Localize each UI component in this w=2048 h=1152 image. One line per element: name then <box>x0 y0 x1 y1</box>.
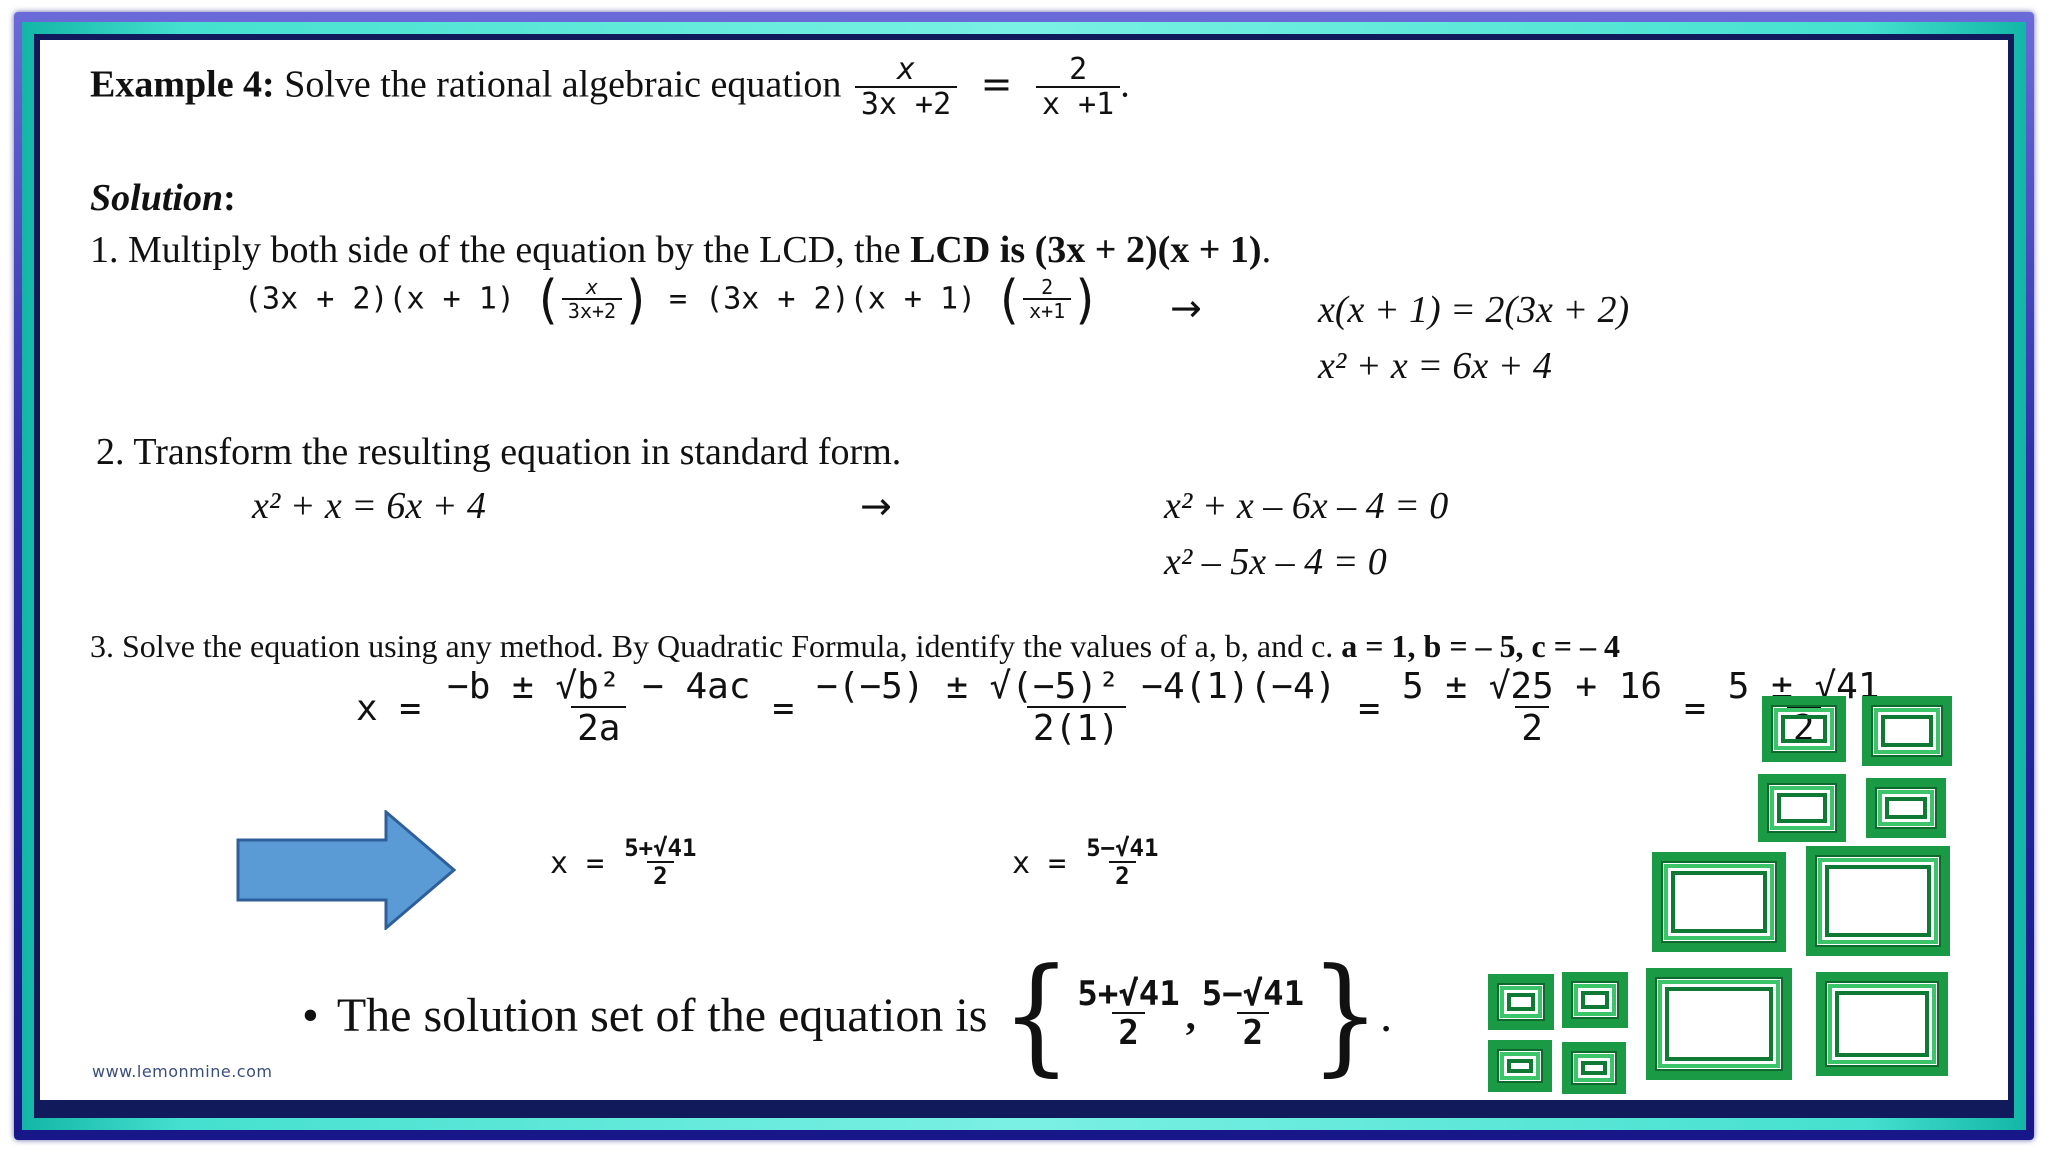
step1-text: 1. Multiply both side of the equation by the LCD, the LCD is (3x + 2)(x + 1). <box>90 229 1272 271</box>
formula-fraction-1: $\frac{\text{−b ± √b² − 4ac}}{2a}$ <box>447 666 751 749</box>
example-heading: Example 4: Solve the rational algebraic equation $\frac{x}{3x +2}$ = $\frac{2}{x +1}$ . <box>90 52 1130 122</box>
quadratic-formula: x = $\frac{\text{−b ± √b² − 4ac}}{2a}$ = $\frac{\text{−(−5) ± √(−5)² −4(1)(−4)}}{2(1)}$ = $\frac{5 \pm √25 + 16}{2}$ = $\frac{5 \pm √41}{2}$ <box>356 668 1886 749</box>
example-lhs-fraction: $\frac{x}{3x +2}$ <box>855 54 957 122</box>
green-square <box>1866 778 1946 838</box>
slide-content <box>40 40 2008 1100</box>
green-square <box>1646 968 1792 1080</box>
example-rhs-fraction: $\frac{2}{x +1}$ <box>1036 54 1120 122</box>
right-arrow-icon <box>236 810 458 930</box>
step1-arrow: → <box>1170 286 1202 330</box>
coefficients: a = 1, b = – 5, c = – 4 <box>1341 628 1620 664</box>
step2-result1: x² + x – 6x – 4 = 0 <box>1164 485 1449 527</box>
step1-equation: (3x + 2)(x + 1) ( $\frac{x}{3x+2}$ ) = (3x + 2)(x + 1) ( $\frac{2}{x+1}$ ) <box>244 269 1101 331</box>
step2-result2: x² – 5x – 4 = 0 <box>1164 541 1387 583</box>
example-text: Solve the rational algebraic equation <box>284 63 842 106</box>
solution-set-1: $\frac{5+√41}{2}$ <box>1077 973 1180 1054</box>
green-square <box>1762 696 1846 762</box>
conclusion: • The solution set of the equation is { $\frac{5+√41}{2}$ , $\frac{5-√41}{2}$ } . <box>302 941 1393 1089</box>
step3-text: 3. Solve the equation using any method. By Quadratic Formula, identify the values of a, b, and c. a = 1, b = – 5, c = – 4 <box>90 628 1620 664</box>
bullet-icon: • <box>302 988 319 1042</box>
solution-heading: Solution: <box>90 177 236 219</box>
green-square <box>1488 974 1554 1030</box>
solution-set-2: $\frac{5-√41}{2}$ <box>1201 973 1305 1054</box>
green-square <box>1652 852 1786 952</box>
step2-text: 2. Transform the resulting equation in standard form. <box>96 431 902 473</box>
step1-result2: x² + x = 6x + 4 <box>1318 345 1552 387</box>
step1-result1: x(x + 1) = 2(3x + 2) <box>1318 289 1630 331</box>
green-square <box>1562 972 1628 1028</box>
step2-arrow: → <box>860 484 892 528</box>
green-square <box>1562 1042 1626 1094</box>
green-square <box>1806 846 1950 956</box>
green-square <box>1488 1040 1552 1092</box>
footer-url: www.lemonmine.com <box>92 1062 273 1081</box>
formula-fraction-2: $\frac{\text{−(−5) ± √(−5)² −4(1)(−4)}}{2(1)}$ <box>816 666 1337 749</box>
solution-1: x = $\frac{5+√41}{2}$ <box>550 834 697 891</box>
example-label: Example 4: <box>90 63 275 106</box>
green-square <box>1862 696 1952 766</box>
formula-fraction-3: $\frac{5 \pm √25 + 16}{2}$ <box>1402 666 1663 749</box>
green-square <box>1758 774 1846 842</box>
green-square <box>1816 972 1948 1076</box>
lcd-label: LCD is (3x + 2)(x + 1) <box>910 229 1262 271</box>
step2-equation: x² + x = 6x + 4 <box>252 485 486 527</box>
solution-2: x = $\frac{5-√41}{2}$ <box>1012 834 1159 891</box>
formula-fraction-4: $\frac{5 \pm √41}{2}$ <box>1727 666 1880 749</box>
